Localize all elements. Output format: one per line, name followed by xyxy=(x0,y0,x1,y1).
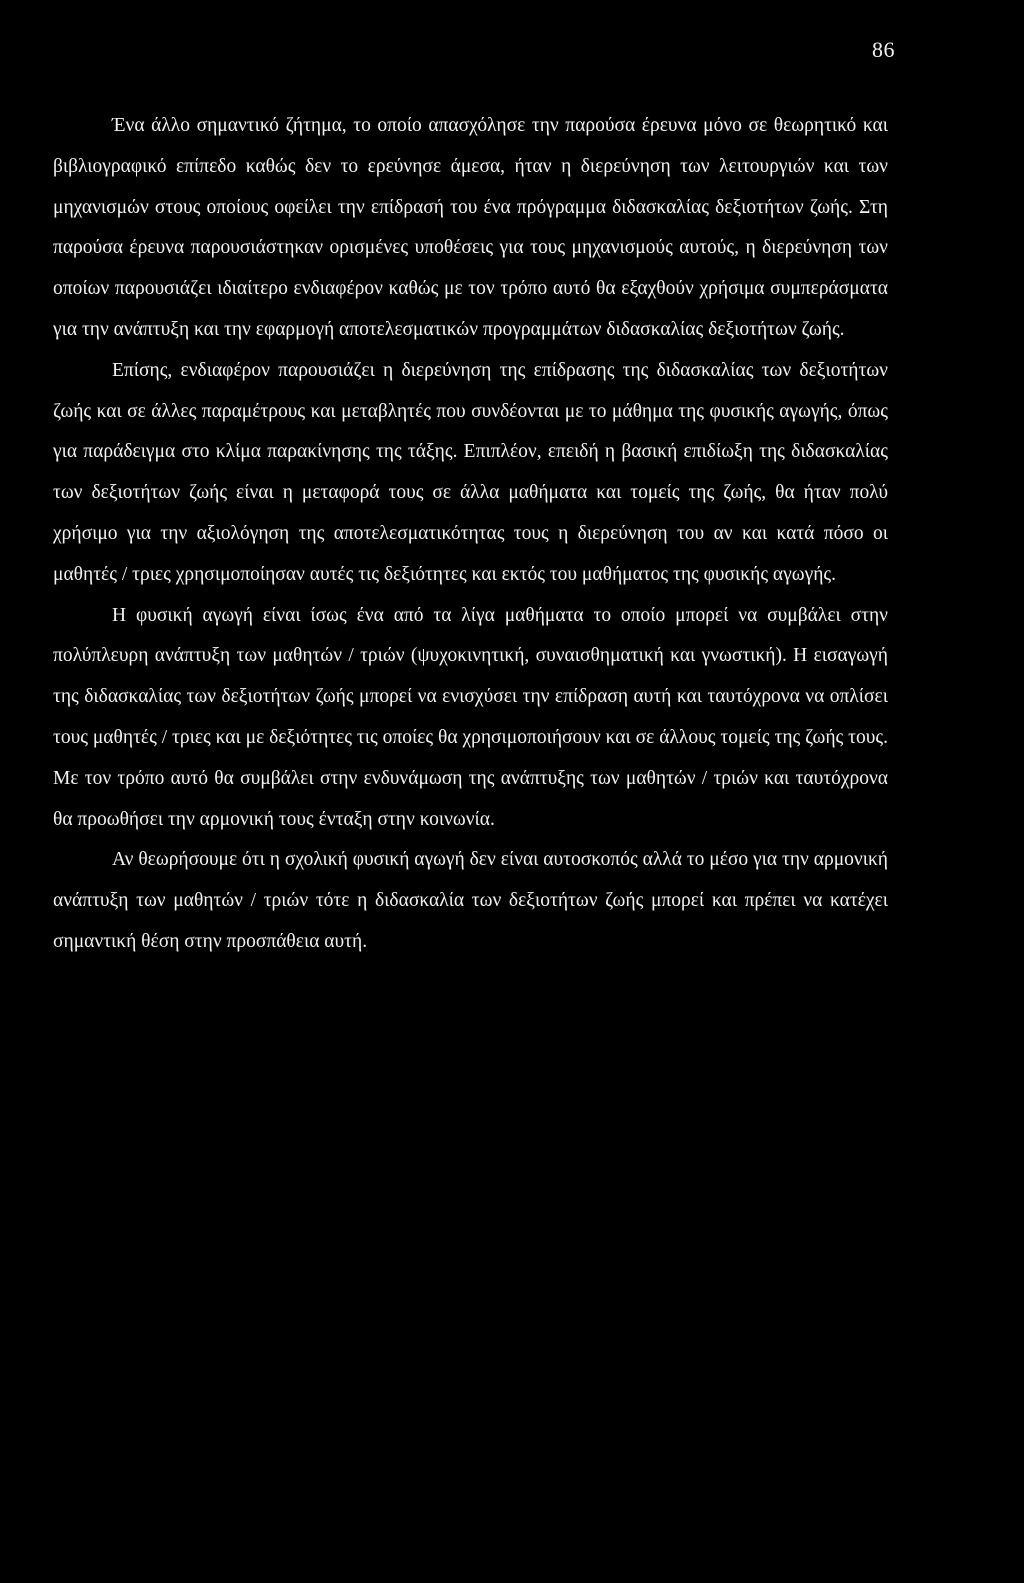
paragraph-1: Ένα άλλο σημαντικό ζήτημα, το οποίο απασχόλησε την παρούσα έρευνα μόνο σε θεωρητικό και βιβλιογραφικό επίπεδο καθώς δεν το ερεύνησε άμεσα, ήταν η διερεύνηση των λειτουργιών και των μηχανισμών στους οποίους οφείλει την επίδρασή του ένα πρόγραμμα διδασκαλίας δεξιοτήτων ζωής. Στη παρούσα έρευνα παρουσιάστηκαν ορισμένες υποθέσεις για τους μηχανισμούς αυτούς, η διερεύνηση των οποίων παρουσιάζει ιδιαίτερο ενδιαφέρον καθώς με τον τρόπο αυτό θα εξαχθούν χρήσιμα συμπεράσματα για την ανάπτυξη και την εφαρμογή αποτελεσματικών προγραμμάτων διδασκαλίας δεξιοτήτων ζωής. xyxy=(53,115,888,340)
paragraph-2: Επίσης, ενδιαφέρον παρουσιάζει η διερεύνηση της επίδρασης της διδασκαλίας των δεξιοτήτων ζωής και σε άλλες παραμέτρους και μεταβλητές που συνδέονται με το μάθημα της φυσικής αγωγής, όπως για παράδειγμα στο κλίμα παρακίνησης της τάξης. Επιπλέον, επειδή η βασική επιδίωξη της διδασκαλίας των δεξιοτήτων ζωής είναι η μεταφορά τους σε άλλα μαθήματα και τομείς της ζωής, θα ήταν πολύ χρήσιμο για την αξιολόγηση της αποτελεσματικότητας τους η διερεύνηση του αν και κατά πόσο οι μαθητές / τριες χρησιμοποίησαν αυτές τις δεξιότητες και εκτός του μαθήματος της φυσικής αγωγής. xyxy=(53,359,888,585)
paragraph-4: Αν θεωρήσουμε ότι η σχολική φυσική αγωγή δεν είναι αυτοσκοπός αλλά το μέσο για την αρμονική ανάπτυξη των μαθητών / τριών τότε η διδασκαλία των δεξιοτήτων ζωής μπορεί και πρέπει να κατέχει σημαντική θέση στην προσπάθεια αυτή. xyxy=(53,849,888,952)
page-number: 86 xyxy=(872,37,895,62)
paragraph-3: Η φυσική αγωγή είναι ίσως ένα από τα λίγα μαθήματα το οποίο μπορεί να συμβάλει στην πολύπλευρη ανάπτυξη των μαθητών / τριών (ψυχοκινητική, συναισθηματική και γνωστική). Η εισαγωγή της διδασκαλίας των δεξιοτήτων ζωής μπορεί να ενισχύσει την επίδραση αυτή και ταυτόχρονα να οπλίσει τους μαθητές / τριες και με δεξιότητες τις οποίες θα χρησιμοποιήσουν και σε άλλους τομείς της ζωής τους. Με τον τρόπο αυτό θα συμβάλει στην ενδυνάμωση της ανάπτυξης των μαθητών / τριών και ταυτόχρονα θα προωθήσει την αρμονική τους ένταξη στην κοινωνία. xyxy=(53,604,888,830)
document-body xyxy=(53,106,888,963)
